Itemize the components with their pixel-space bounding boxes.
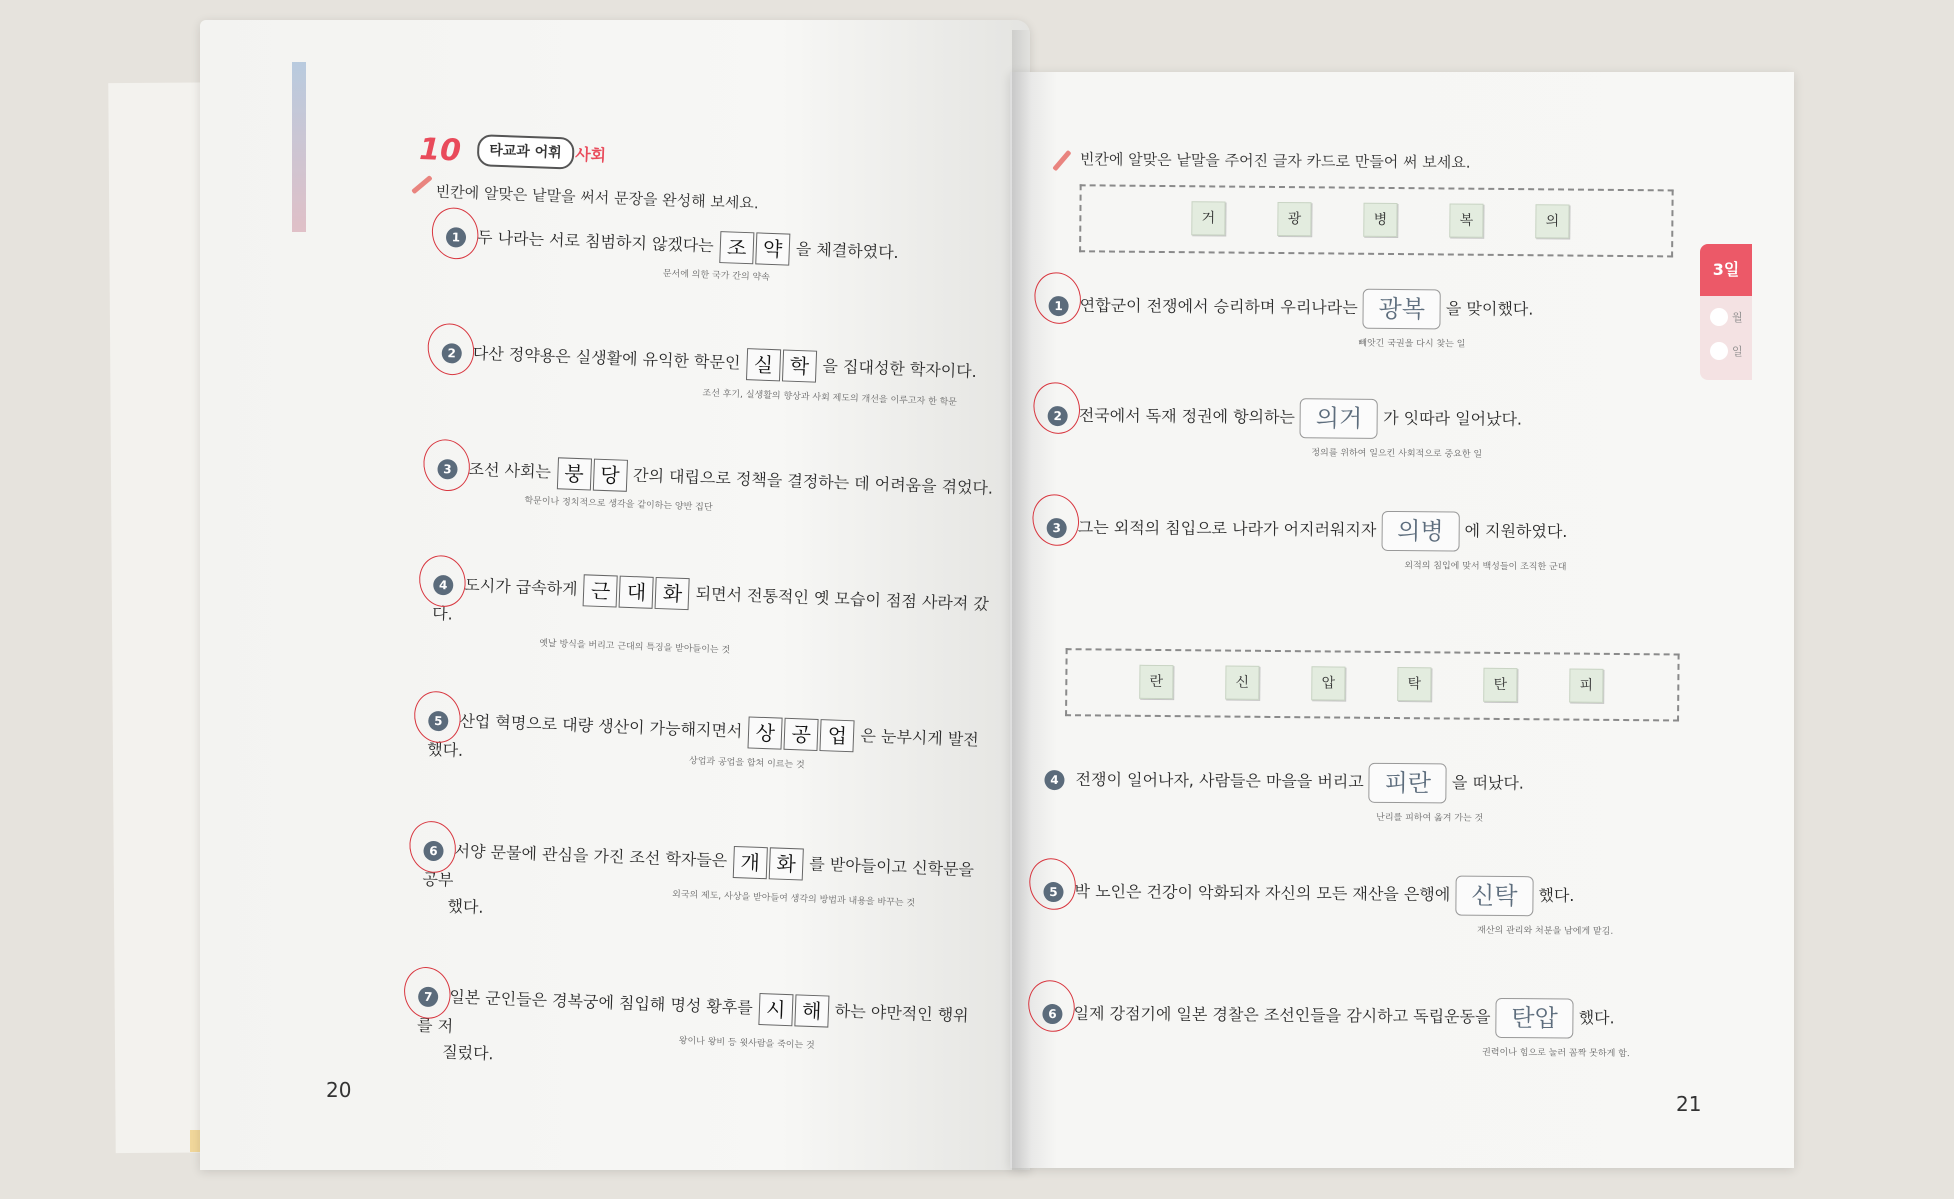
question-text-before: 조선 사회는 bbox=[468, 459, 552, 482]
letter-card[interactable]: 복 bbox=[1449, 203, 1483, 237]
red-pen-circle bbox=[426, 202, 484, 265]
question-text-before: 다산 정약용은 실생활에 유익한 학문인 bbox=[472, 343, 741, 373]
day-label: 3일 bbox=[1700, 244, 1752, 296]
question-text-before: 연합군이 전쟁에서 승리하며 우리나라는 bbox=[1079, 295, 1358, 318]
date-circle bbox=[1710, 342, 1728, 360]
lesson-number: 10 bbox=[418, 131, 462, 169]
question-hint: 재산의 관리와 처분을 남에게 맡김. bbox=[1477, 925, 1614, 937]
question-text-after-2: 했다. bbox=[447, 896, 484, 917]
question-number: 3 bbox=[1047, 518, 1067, 538]
question-r2 bbox=[1047, 396, 1687, 460]
letter-card[interactable]: 탄 bbox=[1483, 668, 1517, 702]
question-text-before: 두 나라는 서로 침범하지 않겠다는 bbox=[476, 227, 715, 256]
answer-box[interactable]: 의거 bbox=[1300, 398, 1378, 439]
answer-box[interactable]: 화 bbox=[655, 577, 690, 610]
letter-card-set-1 bbox=[1079, 184, 1674, 257]
question-number: 5 bbox=[1043, 882, 1063, 902]
question-text-before: 전국에서 독재 정권에 항의하는 bbox=[1078, 405, 1296, 427]
question-text-before: 그는 외적의 침입으로 나라가 어지러워지자 bbox=[1077, 517, 1377, 540]
lesson-tag: 타교과 어휘 bbox=[477, 134, 575, 170]
question-text-before: 전쟁이 일어나자, 사람들은 마을을 버리고 bbox=[1075, 769, 1364, 792]
answer-box[interactable]: 탄압 bbox=[1495, 998, 1573, 1039]
red-pen-circle bbox=[398, 962, 456, 1025]
instruction-text: 빈칸에 알맞은 낱말을 주어진 글자 카드로 만들어 써 보세요. bbox=[1079, 150, 1471, 172]
question-text-after: 했다. bbox=[1578, 1008, 1615, 1028]
answer-box[interactable]: 약 bbox=[755, 232, 790, 265]
letter-card[interactable]: 광 bbox=[1277, 202, 1311, 236]
red-pen-circle bbox=[422, 318, 480, 381]
question-text-before: 산업 혁명으로 대량 생산이 가능해지면서 bbox=[459, 711, 743, 741]
answer-box[interactable]: 해 bbox=[794, 994, 829, 1027]
question-r1 bbox=[1048, 286, 1688, 350]
question-4 bbox=[431, 569, 994, 656]
question-hint: 빼앗긴 국권을 다시 찾는 일 bbox=[1358, 338, 1466, 350]
question-hint: 문서에 의한 국가 간의 약속 bbox=[662, 268, 771, 283]
answer-box[interactable]: 실 bbox=[746, 348, 781, 381]
question-text-before: 도시가 급속하게 bbox=[464, 575, 578, 599]
question-hint: 정의를 위하여 일으킨 사회적으로 중요한 일 bbox=[1311, 448, 1483, 460]
question-number: 1 bbox=[446, 227, 467, 248]
question-text-after: 간의 대립으로 정책을 결정하는 데 어려움을 겪었다. bbox=[632, 465, 994, 498]
question-number: 6 bbox=[1042, 1004, 1062, 1024]
question-text-after: 했다. bbox=[1538, 885, 1575, 906]
question-hint: 옛날 방식을 버리고 근대의 특징을 받아들이는 것 bbox=[538, 638, 731, 656]
page-number-right: 21 bbox=[1676, 1092, 1702, 1116]
answer-box[interactable]: 학 bbox=[782, 349, 817, 382]
question-text-before: 박 노인은 건강이 악화되자 자신의 모든 재산을 은행에 bbox=[1074, 881, 1451, 905]
question-number: 5 bbox=[428, 711, 449, 732]
question-text-before: 서양 문물에 관심을 가진 조선 학자들은 bbox=[454, 841, 728, 871]
question-hint: 외국의 제도, 사상을 받아들여 생각의 방법과 내용을 바꾸는 것 bbox=[671, 889, 916, 909]
month-circle bbox=[1710, 308, 1728, 326]
letter-card[interactable]: 압 bbox=[1311, 666, 1345, 700]
red-pen-circle bbox=[417, 434, 475, 497]
question-text-after-2: 질렀다. bbox=[441, 1042, 494, 1064]
question-number: 1 bbox=[1049, 296, 1069, 316]
question-text-after: 하는 야만적인 행위를 저 bbox=[416, 1001, 969, 1036]
question-text-after: 을 집대성한 학자이다. bbox=[822, 356, 978, 382]
question-hint: 외적의 침입에 맞서 백성들이 조직한 군대 bbox=[1404, 561, 1567, 573]
letter-card-set-2 bbox=[1065, 648, 1680, 721]
question-text-after: 을 떠났다. bbox=[1451, 773, 1525, 793]
answer-box[interactable]: 광복 bbox=[1363, 289, 1441, 330]
red-pen-circle bbox=[408, 686, 466, 749]
letter-card[interactable]: 의 bbox=[1535, 204, 1569, 238]
question-hint: 난리를 피하여 옮겨 가는 것 bbox=[1376, 812, 1484, 824]
question-text-after: 에 지원하였다. bbox=[1464, 521, 1568, 542]
answer-box[interactable]: 당 bbox=[592, 459, 627, 492]
answer-box[interactable]: 의병 bbox=[1381, 511, 1459, 552]
question-text-after: 되면서 전통적인 옛 모습이 점점 사라져 갔다. bbox=[431, 583, 990, 624]
answer-box[interactable]: 개 bbox=[733, 846, 768, 879]
letter-card[interactable]: 신 bbox=[1225, 666, 1259, 700]
question-text-before: 일본 군인들은 경복궁에 침입해 명성 황후를 bbox=[448, 987, 754, 1018]
question-number: 4 bbox=[433, 575, 454, 596]
answer-box[interactable]: 공 bbox=[784, 718, 819, 751]
month-label: 월 bbox=[1732, 311, 1743, 324]
page-number-left: 20 bbox=[326, 1078, 352, 1102]
question-text-after: 은 눈부시게 발전했다. bbox=[426, 726, 980, 760]
letter-card[interactable]: 병 bbox=[1363, 203, 1397, 237]
answer-box[interactable]: 조 bbox=[719, 231, 754, 264]
color-strip bbox=[292, 62, 306, 232]
question-hint: 조선 후기, 실생활의 향상과 사회 제도의 개선을 이루고자 한 학문 bbox=[702, 388, 958, 408]
question-number: 3 bbox=[437, 459, 458, 480]
question-hint: 권력이나 힘으로 눌러 꼼짝 못하게 함. bbox=[1482, 1047, 1630, 1060]
instruction-text: 빈칸에 알맞은 낱말을 써서 문장을 완성해 보세요. bbox=[435, 182, 759, 213]
question-number: 2 bbox=[1048, 406, 1068, 426]
letter-card[interactable]: 탁 bbox=[1397, 667, 1431, 701]
question-hint: 왕이나 왕비 등 윗사람을 죽이는 것 bbox=[678, 1036, 815, 1052]
answer-box[interactable]: 신탁 bbox=[1455, 876, 1533, 917]
answer-box[interactable]: 대 bbox=[619, 576, 654, 609]
left-page-content bbox=[384, 128, 1020, 1129]
red-pen-circle bbox=[403, 816, 461, 879]
right-page-content bbox=[1042, 148, 1690, 1114]
letter-card[interactable]: 란 bbox=[1139, 665, 1173, 699]
lesson-subject: 사회 bbox=[574, 144, 607, 165]
red-pen-circle bbox=[413, 550, 471, 613]
question-number: 6 bbox=[423, 841, 444, 862]
question-number: 7 bbox=[418, 987, 439, 1008]
question-number: 2 bbox=[441, 343, 462, 364]
answer-box[interactable]: 피란 bbox=[1369, 763, 1447, 804]
question-r4 bbox=[1044, 760, 1684, 824]
question-3 bbox=[437, 453, 998, 513]
answer-box[interactable]: 화 bbox=[769, 847, 804, 880]
question-text-after: 을 체결하였다. bbox=[795, 239, 900, 263]
question-6 bbox=[421, 835, 984, 939]
answer-box[interactable]: 업 bbox=[820, 719, 855, 752]
answer-box[interactable]: 붕 bbox=[556, 457, 591, 490]
answer-box[interactable]: 상 bbox=[748, 716, 783, 749]
letter-card[interactable]: 피 bbox=[1569, 669, 1603, 703]
question-7 bbox=[416, 981, 979, 1085]
pencil-icon bbox=[1052, 150, 1071, 171]
question-text-after: 가 잇따라 일어났다. bbox=[1383, 408, 1523, 429]
question-r5 bbox=[1043, 872, 1683, 937]
question-hint: 학문이나 정치적으로 생각을 같이하는 양반 집단 bbox=[524, 496, 713, 513]
question-text-after: 을 맞이했다. bbox=[1445, 298, 1534, 319]
question-r6 bbox=[1042, 994, 1682, 1060]
day-side-tab bbox=[1700, 244, 1752, 380]
question-r3 bbox=[1047, 508, 1687, 573]
question-1 bbox=[445, 221, 1006, 283]
question-text-after: 를 받아들이고 신학문을 공부 bbox=[422, 854, 975, 890]
answer-box[interactable]: 근 bbox=[583, 574, 618, 607]
question-5 bbox=[427, 705, 989, 783]
question-number: 4 bbox=[1044, 770, 1064, 790]
answer-box[interactable]: 시 bbox=[758, 993, 793, 1026]
date-label: 일 bbox=[1732, 345, 1743, 358]
question-hint: 상업과 공업을 합쳐 이르는 것 bbox=[688, 756, 805, 771]
question-2 bbox=[441, 337, 1002, 408]
question-text-before: 일제 강점기에 일본 경찰은 조선인들을 감시하고 독립운동을 bbox=[1073, 1003, 1491, 1027]
letter-card[interactable]: 거 bbox=[1191, 201, 1225, 235]
